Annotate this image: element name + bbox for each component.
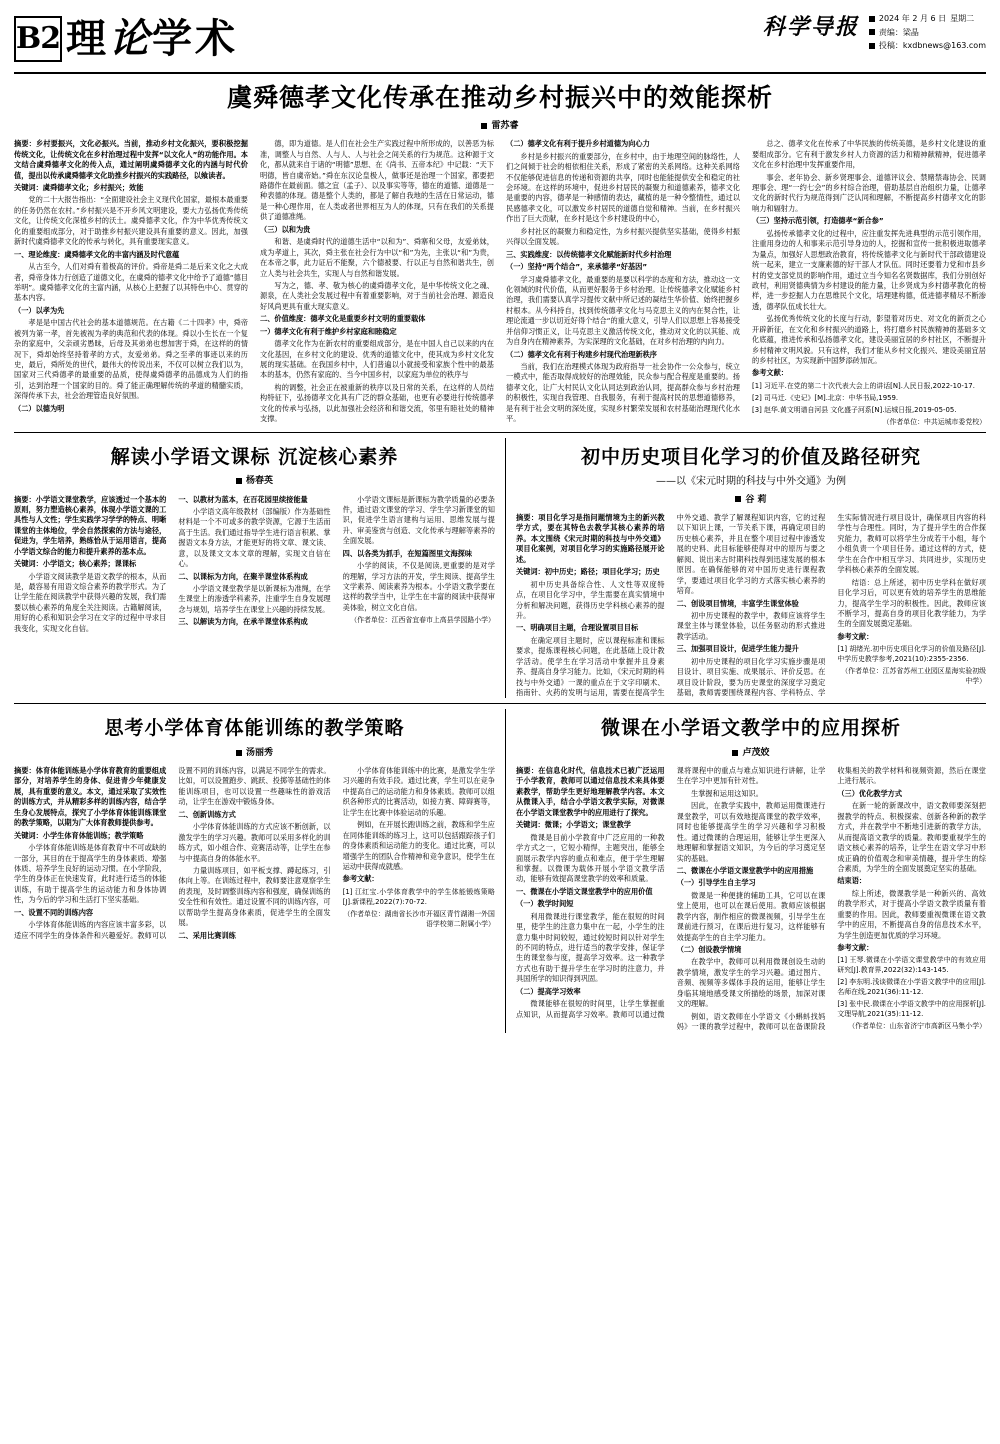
paragraph: 小学语文课堂教学是以新课标为准绳，在学生课堂上的渗透学科素养，注重学生自身发展理念与规划，培养学生在课堂上兴趣的持续发展。	[178, 584, 331, 614]
paragraph: 弘扬优秀传统文化的长度与行动，影望着对历史、对文化的新贡之心开辟新征，在文化和乡村振兴的道路上，将打磨乡村民族精神的基础多文化底蕴，推进传承和弘扬德孝文化，建设美丽宜居的乡村社区，不断提升乡村精神文明风貌。只有这样，我们才能从乡村文化振兴、建设美丽宜居的乡村社区，为实现新中国梦添砖加瓦。	[752, 314, 986, 366]
byline-marker-icon	[732, 750, 738, 756]
subsection-heading: （三）坚持示范引领，打造德孝“新合参”	[752, 216, 884, 226]
abstract: 摘要：小学语文课堂教学，应该透过一个基本的原则，努力塑造核心素养，体现小学语文课的工具性与人文性；学生实践学习学学的特点、明晰课堂的主体地位，学会自然探索的方法与途径，促进为，学生培养，熟练恰从于运用语言，提高小学语文综合的能力和提升素养的基本点。	[14, 494, 167, 556]
affiliation: （作者单位：湖南省长沙市开福区青竹湖湘一外国语学校第二附属小学）	[343, 909, 495, 928]
section-title-char-1: 理	[66, 15, 109, 62]
abstract: 摘要：项目化学习是指问题情境为主的新兴教学方式，要在其特色去教学其核心素养的培养。本文围绕《宋元时期的科技与中外交通》项目化案例，对项目化学习的实施路径展开论述。	[515, 513, 665, 564]
section-heading: 一、理论维度：虞舜德孝文化的丰富内涵及时代意蕴	[14, 249, 180, 259]
paragraph: 写为之，德、孝、敬为核心的虞舜德孝文化，是中华传统文化之魂、源泉，在人类社会发展过程中有着重要影响，对于当前社会治理、源造良好风尚更具有重大现实意义。	[260, 280, 494, 311]
section-heading: 三、实践维度：以传统德孝文化赋能新时代乡村治理	[506, 249, 672, 259]
paragraph: 结语：总上所述，初中历史学科在做好项目化学习后，可以更有效的培养学生的思维能力，提高学生学习的积极性。因此，教师应该不断学习，提高自身的项目化教学能力，为学生的全面发展奠定基础。	[837, 577, 986, 629]
divider	[14, 432, 986, 433]
section-title-char-4: 术	[195, 15, 238, 62]
byline-marker-icon	[236, 478, 242, 484]
keywords: 关键词：初中历史；路径；项目化学习；历史	[515, 567, 660, 577]
reference-item: [3] 赵华.黄文明谱自河县 文化盛子河系[N].运城日报,2019-05-05.	[752, 405, 957, 414]
conclusion-heading: 结束语：	[837, 876, 867, 886]
article-5	[505, 709, 986, 1032]
affiliation: （作者单位：江西省宜春市上高县学园路小学）	[350, 616, 495, 625]
subsection-heading: （二）德孝文化有利于提升乡村道德为向心力	[506, 139, 650, 149]
affiliation: （作者单位：中共运城市委党校）	[882, 417, 986, 426]
paragraph: 总之、德孝文化在传承了中华民族的传统美德，是乡村文化建设的重要组成部分。它有利于激发乡村人力资源的活力和精神献精神，促进德孝文化在乡村治理中发挥重要作用，	[752, 139, 986, 170]
subsection-heading: （一）教学时间短	[515, 899, 574, 909]
section-heading: 二、价值维度：德孝文化是重要乡村文明的重要载体	[260, 314, 426, 324]
article-3	[505, 438, 986, 699]
section-heading: 二、创新训练方式	[178, 809, 236, 819]
article-4-title: 思考小学体育体能训练的教学策略	[104, 717, 405, 740]
paragraph: 微课是目前小学教育中广泛应用的一种教学方式之一，它短小精悍，主题突出，能够全面展示教学内容的重点和难点，便于学生理解和掌握。以微课为载体开展小学语文教学活动，能够有效提高课堂教学的效率和质量。	[515, 832, 665, 884]
paragraph: 生掌握和运用这知识。	[691, 788, 763, 798]
article-3-body	[516, 513, 986, 698]
reference-item: [2] 李东明.浅谈微课在小学语文教学中的应用[J].名师在线,2021(36):11-12.	[837, 978, 986, 997]
section-heading: 四、以各类为抓手，在短篇图里文海探味	[342, 548, 473, 558]
section-heading: 二、微课在小学语文课堂教学中的应用措施	[676, 865, 814, 875]
section-heading: 三、以解读为方向，在承半课堂体系构成	[178, 617, 308, 627]
paragraph: 学习虞舜德孝文化，最重要的是要以科学的态度和方法，推动这一文化领域的时代价值，从而更好服务于乡村治理。让传统德孝文化赋能乡村治理，我们需要认真学习提传文献中所记述的凝结生华价值、始终把握乡村根本。从今科持自，找到传统德孝文化与马克思主义的内在契合性，让理论流通一步以切近好得个结合“的重大意义，引导人们以思想上容易接受并信仰习惯正义，让马克思主义激活传统文化，推动对文化的以其能、成为自身内在精神素养，为实深理的文化基础，在对乡村治理的内向力。	[506, 274, 740, 347]
bottom-row	[14, 709, 986, 1032]
article-5-body	[516, 766, 986, 1033]
references-heading: 参考文献：	[837, 943, 874, 953]
keywords: 关键词：小学语文；核心素养；课课标	[14, 559, 137, 569]
abstract: 摘要：乡村要振兴，文化必振兴。当前，推动乡村文化振兴，要积极挖掘传统文化，让传统文化在乡村治理过程中发挥“以文化人”的功能作用。本文结合虞舜德孝文化的传入点，通过阐明虞舜德孝文化的内涵与时代价值，提出以传承虞舜德孝文化助推乡村振兴的实践路径，以飨读者。	[14, 139, 248, 180]
article-2	[14, 438, 495, 699]
subsection-heading: （三）以和为贵	[260, 224, 311, 234]
meta-submission-row	[869, 39, 986, 53]
abstract: 摘要：在信息化时代，信息技术已被广泛运用于小学教育，教师可以通过信息技术来具体要素教学，帮助学生更好地理解教学内容。本文从微课入手，结合小学语文教学实际，对微课在小学语文课堂教学中的应用进行了探究。	[515, 766, 665, 817]
subsection-heading: （三）优化教学方式	[837, 788, 903, 798]
paragraph: 初中历史课程的教学中，教师应该将学生课堂主体与课堂体验，以任务驱动的形式推进教学活动。	[676, 610, 826, 641]
reference-item: [1] 习近平.在党的第二十次代表大会上的讲话[N].人民日报,2022-10-17.	[752, 381, 975, 390]
paragraph: 小学语文高年级教材（部编版）作为基础性材料是一个不可或多的教学资源，它源于生活而高于生活。我们通过指导学生进行语言积累、掌握语文本身方法，才能更好的将文章、课文读、意，以及课文文本文章的理解，实现文自信在心。	[178, 506, 331, 569]
masthead	[14, 10, 986, 74]
section-heading: 二、以课标为方向，在聚半课堂体系构成	[178, 571, 308, 581]
subsection-heading: （二）提高学习效率	[515, 986, 581, 996]
paragraph: 例如，语文教师在小学语文《小蝌蚪找妈妈》一课的教学过程中，教师可以在备课阶段收集相关的教学材料和视频资源，然后在课堂上进行展示。	[676, 766, 986, 1032]
subsection-heading: （一）引导学生自主学习	[676, 878, 756, 888]
subsection-heading: （一）以孝为先	[14, 305, 65, 315]
square-bullet-icon	[869, 43, 875, 49]
references-heading: 参考文献：	[752, 368, 788, 378]
square-bullet-icon	[869, 29, 875, 35]
references-heading: 参考文献：	[837, 631, 874, 641]
meta-date: 2024 年 2 月 6 日	[878, 14, 947, 23]
reference-item: [1] 胡绪光.初中历史项目化学习的价值及路径[J].中学历史教学参考,2021(10):2355-2356.	[837, 645, 986, 664]
paragraph: 小学体育体能训练中的比赛，是激发学生学习兴趣的有效手段。通过比赛，学生可以在竞争中提高自己的运动能力和身体素质。教师可以组织各种形式的比赛活动，如接力赛、障碍赛等，让学生在比赛中体验运动的乐趣。	[342, 766, 495, 817]
section-heading: 一、设置不同的训练内容	[14, 907, 94, 917]
paragraph: 小学语文阅读教学是语文教学的根本，从而是，最容易有用语文综合素养的教学形式。为了让学生能在阅读教学中获得兴趣的发展，我们需要以核心素养的角度全关注阅读。古籍解阅读，用好的心系和知识会学习在文字的过程中寻求目我变化，实现文化自信。	[14, 571, 167, 633]
masthead-right	[763, 10, 986, 53]
paragraph: 在确定项目主题时，应以课程标准和课标要求，提炼课程核心问题，在此基础上设计教学活动。使学生在学习活动中掌握并且身素养、提高自身学习能力。比如，《宋元时期的科技与中外交通》一课的重点在于文字印刷术、指南针、火药的发明与运用，需要在提高学生中外交通、教学了解课程知识内容，它的过程以下知识上课，一节关系下课，再确定项目的历史核心素养，并且在整个项目过程中渗透发展的史料、此目标能够使得对中的原历与要之解阅、说出来古时期科技得到迅速发展的根本原因。在确保能够的对中国历史进行课程教学，要通过项目化学习的方式落实核心素养的培育。	[515, 513, 826, 698]
paragraph: 因此，在教学实践中，教师运用微课进行课堂教学，可以有效地提高课堂的教学效率，同时也能够提高学生的学习兴趣和学习积极性。通过微课的合理运用，能够让学生更深入地理解和掌握语文知识，为今后的学习奠定坚实的基础。	[676, 801, 826, 863]
masthead-left	[14, 10, 238, 68]
paragraph: 利用微课进行课堂教学，能在很短的时间里，使学生的注意力集中在一起，小学生的注意力集中时间较短，通过较短时间以针对学生的不同的特点，进行适当的教学安排，保证学生的课堂参与度，提高学习效率。这一种教学方式也有助于提升学生在学习时的注意力，并具国所学的知识得到巩固。	[515, 911, 665, 984]
byline-marker-icon	[735, 496, 741, 502]
paragraph: 小学体育体能训练的方式应该不断创新，以激发学生的学习兴趣。教师可以采用多样化的训练方式，如小组合作、竞赛活动等，让学生在参与中提高自身的体能水平。	[178, 822, 331, 863]
section-heading: 三、加强项目设计，促进学生能力提升	[676, 644, 799, 654]
subsection-heading: （二）以德为明	[14, 403, 65, 413]
article-2-title: 解读小学语文课标 沉淀核心素养	[110, 445, 399, 468]
section-heading: 一、微课在小学语文课堂教学中的应用价值	[515, 886, 653, 896]
paragraph: 从古至今，人们对舜有着极高的评价。舜帝是舜二是后来文化之大成者，舜帝身体力行创造了道德文化，在虞舜的德孝文化中给予了道德“德目举明”。虞舜德孝文化的主富内涵，从核心上把握了以其特色中心、贯穿的基本内容。	[14, 262, 248, 303]
abstract: 摘要：体育体能训练是小学体育教育的重要组成部分，对培养学生的身体、促进青少年健康发展，具有重要的意义。本文，通过采取了实效性的训练方式，并从精彩多样的训练内容，结合学生身心发展特点，探究了小学体育体能训练课堂的教学策略，以期为广大体育教师提供参考。	[14, 766, 167, 828]
subsection-heading: 一）德孝文化有利于维护乡村家庭和睦稳定	[260, 326, 397, 336]
paragraph: 弘扬传承德孝文化的过程中，应注重发挥先进典型的示范引领作用，注重用身边的人和事来示范引导身边的人，挖掘和宣传一批积极进取德孝为量点，加强好人思想政治教育，将传统德孝文化与新时代干部政德建设统一起来，建立一支廉素德的好干部人才队伍。同时还要着力党和市县乡村的党支部党员的影响作用，通过立当今知名名贤数据库，我们分别创好政村，利用贤德典情为乡村建设的能力量，让乡贤成为乡村德孝教化的榜样，进一步挖掘人力在思维民个文化，培理建构德，低进德孝精尽不断渗透，德孝队伍成长壮大。	[752, 228, 986, 311]
section-title-char-3: 学	[152, 15, 195, 62]
masthead-meta	[869, 12, 986, 53]
paragraph: 在教学中，教师可以利用微课创设生动的教学情境，激发学生的学习兴趣。通过图片、音频、视频等多媒体手段的运用，能够让学生身临其境地感受课文所描绘的场景，加深对课文的理解。	[676, 957, 826, 1009]
meta-date-row	[869, 12, 986, 26]
paragraph: 乡村是乡村振兴的重要部分，在乡村中，由于地理空间的脉络性，人们之间倾于社会的相依相住关系，形成了紧密的关系网络。这种关系网络不仅能够促进信息的传递和资源的共享，同时也能能提供安全和稳定的社会环境。在这样的环境中，促进乡村居民的凝聚力和道德素养，德孝文化是重要的内容，德孝是一种感情的表达，藏植的是一种令整情性，通过以民感德孝文化，可以激发乡村居民的道德自觉和精神。当前，在乡村振兴作出了巨大贡献，在乡村是这个乡村建设的中心，	[506, 151, 740, 224]
references-heading: 参考文献：	[342, 874, 379, 884]
subsection-heading: （一）坚持“两个结合”，来承德孝“好基因”	[506, 262, 648, 272]
paragraph: 德孝文化作为在新农村的重要组成部分，是在中国人自己以来的内在文化基因，在乡村文化的建设、优秀的道德文化中，使其成为乡村文化发展的现实基础。在我国乡村中，人们普遍以小就接受和家族个性中的最基本的基本，仍然有家庭的、当今中国乡村，以家庭为单位的秩序与	[260, 339, 494, 380]
article-2-author: 杨春英	[245, 476, 273, 487]
paragraph: 小学的阅读，不仅是阅读,更重要的是对学的理解，学习方法的开发，学生阅读、提高学生文学素养、阅读素养为根本。小学语文教学要在这样的教学当中，让学生在丰富的阅读中获得审美体验，树立文化自信。	[342, 561, 495, 612]
article-5-title: 微课在小学语文教学中的应用探析	[600, 717, 901, 740]
paragraph: 德，即为道德。是人们在社会生产实践过程中所形成的，以善恶为标准，调整人与自然、人与人、人与社会之间关系的行为规范。这种源于文化，都从就来自于诸的“明德”思想、在《尚书、五帝本纪》中记载：“天下明德，皆自虞帝始。”舜在东汉论皇极人，做事还是治理一个国家，都要把路德作在最前面。德之宜（孟子）、以及事实等等，德在的道德、道德是一种表德的体现。德是整个人类的，都是了解自我地的生活在日常运动，德是一种心理作用，在人类或者世界相互为人的体现，只有在我们的关系提供了道德准绳。	[260, 139, 494, 222]
paragraph: 微课能够在很短的时间里，让学生掌握重点知识，从而提高学习效率。教师可以通过微课将课程中的重点与难点知识进行讲解，让学生在学习中更加有针对性。	[515, 766, 826, 1019]
reference-item: [2] 司马迁.《史记》[M].北京：中华书局,1959.	[752, 393, 899, 402]
section-heading: 一、以教材为蓝本，在百花园里续接能量	[178, 494, 308, 504]
paragraph: 力量训练项目，如平板支撑、蹲起练习，引体向上等。在训练过程中，教师要注意观察学生的表现，及时调整训练内容和强度，确保训练的安全性和有效性。通过设置不同的训练内容，可以帮助学生提高身体素质，促进学生的全面发展。	[178, 865, 331, 928]
section-heading: 一、明确项目主题，合理设置项目目标	[515, 623, 639, 633]
paragraph: 党的二十大报告指出：“全面建设社会主义现代化国家，最根本最重要的任务仍然在农村。”乡村振兴是不开乡风文明建设，要大力弘扬优秀传统文化，让传统文化深植乡村的沃土。虞舜德孝文化，作为中华优秀传统文化的重要组成部分，对于助推乡村振兴建设具有重要的意义。因此，加强新时代虞舜德孝文化的传承与转化，具有重要现实意义。	[14, 195, 248, 247]
middle-row	[14, 438, 986, 699]
keywords: 关键词：小学生体育体能训练；教学策略	[14, 830, 144, 840]
article-3-author: 谷 莉	[745, 494, 767, 505]
meta-editor: 责编：梁晶	[878, 27, 919, 37]
paragraph: 当前，我们在治理模式体现为政府指导一社会协作一公众参与，统立一模式中，能否取得成较好的治理效能，民众参与配合程度是重要的。扬德孝文化，让广大村民认文化认同达到政治认同，提高群众参与乡村治理的积极性，实现自我管理、自我服务，有利于提高村民的思想道德修养，是有利于社会文明的深处度，实现乡村繁荣发展和农村基础治理现代化水平。	[506, 362, 740, 424]
paragraph: 乡村社区的凝聚力和稳定性，为乡村振兴提供坚实基础，使得乡村振兴得以全面发展。	[506, 226, 740, 247]
article-2-body	[14, 495, 495, 635]
paragraph: 微课是一种便捷的辅助工具，它可以在课堂上使用，也可以在课后使用。教师应该根据教学内容，制作相应的微课视频，引导学生在课前进行预习，在课后进行复习，这样能够有效提高学生的自主学习能力。	[676, 890, 826, 942]
reference-item: [1] 江红宝.小学体育教学中的学生体能锻炼策略[J].新课程,2022(7):70-72.	[342, 887, 495, 906]
keywords: 关键词：虞舜德孝文化；乡村振兴；效能	[14, 183, 144, 193]
article-2-byline	[14, 475, 495, 488]
article-4-byline	[14, 747, 495, 760]
paragraph: 事会、老年协会、新乡贤理事会、道德评议会、禁赌禁毒协会、民调理事会、理“一约七会”的乡村综合治理，借助基层自治组织力量，让德孝文化的新时代行为规范得到广泛认同和理解，不断提高乡村德孝文化的影响力和辐射力。	[752, 172, 986, 213]
article-5-author: 卢茂姣	[742, 748, 770, 758]
article-4	[14, 709, 495, 1032]
byline-marker-icon	[481, 123, 487, 129]
article-3-subtitle: ——以《宋元时期的科技与中外交通》为例	[655, 476, 846, 488]
paragraph: 孝是是中国古代社会的基本道德规范。在古籍《二十四孝》中，舜帝被列为第一孝，首先被视为孝的典范和代表的体现。舜以小生长在一个复杂的家庭中，父亲顽劣愚昧，后母及其弟弟也想加害于舜，在这样的的情况下，舜却始终坚持着孝的方式，友爱弟弟。舜之至孝的事迹以来的历史，最后，舜所处的世代，最伟大的传说出来，不仅可以树立我们以为，国家对三代舜德孝的最重要的品质，使得虞舜德孝的品德成为人们的指引，达到治理一个国家的目的。舜了能正确理解传统的孝道的精髓实质，深得传承下去，社会治理管造良好氛围。	[14, 318, 248, 401]
article-5-byline	[516, 747, 986, 760]
reference-item: [3] 张中民.微课在小学语文教学中的应用探析[J].文理导航,2021(35):11-12.	[837, 1000, 986, 1019]
reference-item: [1] 王琴.微课在小学语文课堂教学中的有效应用研究[J].教育界,2022(32):143-145.	[837, 956, 986, 975]
paragraph: 例如，在开展长跑训练之前，教练和学生应在同体能训练的练习上，这可以包括跟踪孩子们的身体素质和运动能力的变化。通过比赛，可以增强学生的团队合作精神和竞争意识，使学生在运动中获得成就感。	[342, 820, 495, 871]
page-number: B2	[14, 16, 62, 62]
brand-logo: 科学导报	[762, 14, 859, 40]
section-title	[66, 10, 238, 68]
affiliation: （作者单位：江苏省苏州工业园区星海实验初级中学）	[841, 667, 986, 686]
paragraph: 小学体育体能训练的内容应该丰富多彩，以适应不同学生的身体条件和兴趣爱好。教师可以设置不同的训练内容，以满足不同学生的需求。比如，可以设置跑步、跳跃、投掷等基础性的体能训练项目，也可以设置一些趣味性的游戏活动，让学生在游戏中锻炼身体。	[14, 766, 331, 940]
article-3-title: 初中历史项目化学习的价值及路径研究	[580, 445, 921, 468]
paragraph: 在新一轮的新课改中，语文教师要深刻把握教学的特点、积极探索、创新各种新的教学方式，并在教学中不断地引进新的教学方法，从而提高语文教学的质量。教师要重视学生的语文核心素养的培养，让学生在语文学习中形成正确的价值观念和审美情趣，提升学生的综合素质，为学生的全面发展奠定坚实的基础。	[837, 801, 986, 873]
lead-article-body	[14, 139, 986, 427]
section-heading: 二、采用比赛训练	[178, 930, 236, 940]
section-heading: 二、创设项目情境，丰富学生课堂体验	[676, 598, 799, 608]
affiliation: （作者单位：山东省济宁市高新区马集小学）	[848, 1022, 986, 1031]
meta-weekday: 星期二	[950, 14, 975, 23]
square-bullet-icon	[869, 16, 875, 22]
paragraph: 综上所述，微课教学是一种新兴的、高效的教学形式，对于提高小学语文教学质量有着重要的作用。因此，教师要重视微课在语文教学中的应用，不断提高自身的信息技术水平，为学生创造更加优质的学习环境。	[837, 888, 986, 940]
meta-editor-row	[869, 26, 986, 40]
lead-article	[14, 80, 986, 427]
paragraph: 小学语文课标是新课标为教学质量的必要条件，通过语文课堂的学习、学生学习新课堂的知识，促进学生语言建构与运用、思维发展与提升、审美鉴赏与创造、文化传承与理解等素养的全面发展。	[342, 494, 495, 546]
paragraph: 初中历史具备综合性、人文性等双度特点，在项目化学习中，学生需要在真实情境中分析和解决问题，获得历史学科核心素养的提升。	[515, 579, 665, 620]
article-4-body	[14, 766, 495, 941]
divider	[14, 703, 986, 704]
lead-article-author: 雷苏睿	[491, 121, 519, 132]
lead-article-title: 虞舜德孝文化传承在推动乡村振兴中的效能探析	[226, 83, 773, 112]
article-3-byline	[516, 494, 986, 507]
lead-article-byline	[14, 120, 986, 133]
subsection-heading: （二）创设教学情境	[676, 945, 742, 955]
paragraph: 小学体育体能训练是体育教育中不可或缺的一部分，其目的在于提高学生的身体素质、增强体质、培养学生良好的运动习惯。在小学阶段，学生的身体正在快速发育，此时进行适当的体能训练，有助于提高学生的运动能力和身体协调性，为今后的学习和生活打下坚实基础。	[14, 843, 167, 905]
subsection-heading: （二）德孝文化有利于构建乡村现代治理新秩序	[506, 349, 657, 359]
meta-submission[interactable]: 投稿：kxdbnews@163.com	[878, 41, 986, 51]
paragraph: 和谐、是虞舜时代的道德生活中“以和为”、舜寨和父母，友爱弟妹，成为孝道上，其次，舜主张在社会行为中以“和”为先，主张以“和”为贵，在本帝之事，此力证后不能聚，六个德被要、行以正与自然和谐共生，创立人类与社会共生，实现人与自然和谐发展。	[260, 237, 494, 278]
section-title-char-2: 论	[109, 15, 152, 62]
paragraph: 初中历史课程的项目化学习实施步骤是项目设计、项目实施、成果展示、评价反思。在项目设计阶段，要为历史课堂的深度学习奠定基础，教师需要围绕课程内容、学科特点、学生实际情况进行项目设计，确保项目内容的科学性与合理性。同时，为了提升学生的合作探究能力，教师可以将学生分成若干小组，每个小组负责一个项目任务。通过这样的方式，使学生在合作中相互学习、共同进步，实现历史学科核心素养的全面发展。	[676, 513, 986, 698]
article-4-author: 汤丽秀	[245, 748, 273, 758]
paragraph: 构的调整，社会正在被重新的秩序以及日常的关系，在这样的人员结构特征下，弘扬德孝文化具有广泛的群众基础，也更有必要进行传统德孝文化的传承与弘扬，以此加强社会经济和和谐交流，邻里有睦社处的精神支撑。	[260, 382, 494, 424]
byline-marker-icon	[236, 750, 242, 756]
keywords: 关键词：微课；小学语文；课堂教学	[515, 820, 631, 830]
